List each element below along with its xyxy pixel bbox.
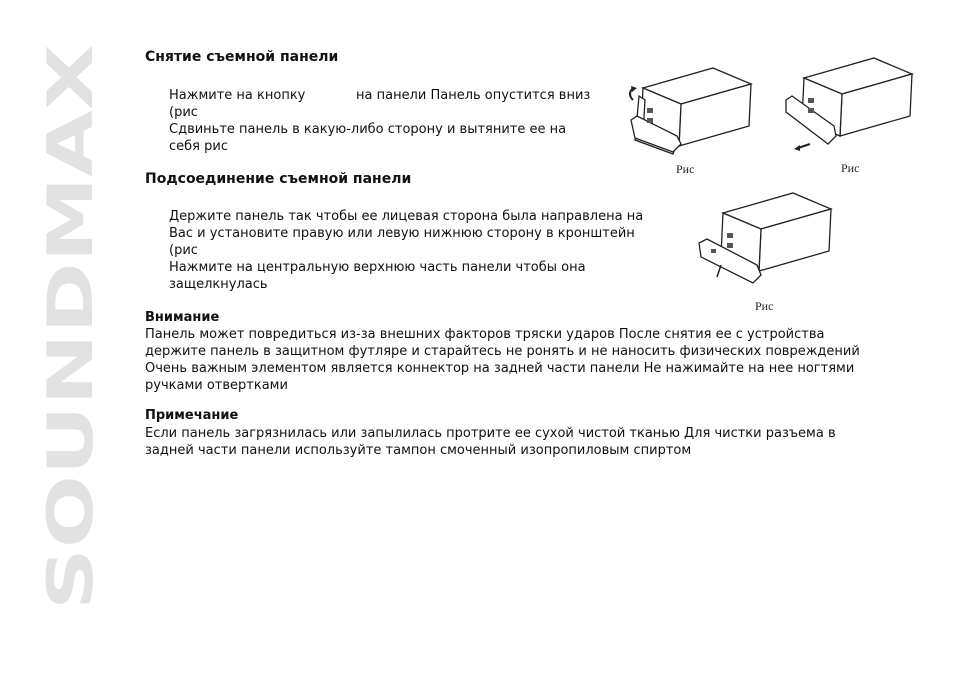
note-title: Примечание [145,408,239,423]
note-line2: задней части панели используйте тампон смоченный изопропиловым спиртом [145,443,692,458]
warning-line4: ручками отвертками [145,378,288,393]
figure-panel-release [623,60,758,160]
attach-step2-line2: защелкнулась [169,277,268,292]
warning-line1: Панель может повредиться из-за внешних факторов тряски ударов После снятия ее с устройства [145,327,825,342]
warning-title: Внимание [145,310,220,325]
note-line1: Если панель загрязнилась или запылилась протрите ее сухой чистой тканью Для чистки разъема в [145,426,836,441]
figure1-caption: Рис [676,162,695,176]
figure-panel-slide-off [780,52,915,157]
attach-step2-line1: Нажмите на центральную верхнюю часть панели чтобы она [169,260,586,275]
figure2-caption: Рис [841,161,860,175]
brand-logo [34,44,107,610]
warning-line2: держите панель в защитном футляре и старайтесь не ронять и не наносить физических повреждений [145,344,860,359]
brand-logo-text: SOUNDMAX [34,201,107,610]
removal-step2-ref: себя рис [169,139,228,154]
figure3-caption: Рис [755,299,774,313]
section-title-attach: Подсоединение съемной панели [145,171,412,187]
attach-step1-ref: (рис [169,243,198,258]
attach-step1-line1: Держите панель так чтобы ее лицевая сторона была направлена на [169,209,644,224]
attach-step1-line2: Вас и установите правую или левую нижнюю сторону в кронштейн [169,226,635,241]
warning-line3: Очень важным элементом является коннектор на задней части панели Не нажимайте на нее ногтями [145,361,855,376]
section-title-removal: Снятие съемной панели [145,49,339,65]
removal-step1-part2: на панели Панель опустится вниз [356,88,591,103]
removal-step1-ref: (рис [169,105,198,120]
removal-step1-part1: Нажмите на кнопку [169,88,306,103]
figure-panel-attach [693,185,833,293]
removal-step2: Сдвиньте панель в какую-либо сторону и вытяните ее на [169,122,567,137]
